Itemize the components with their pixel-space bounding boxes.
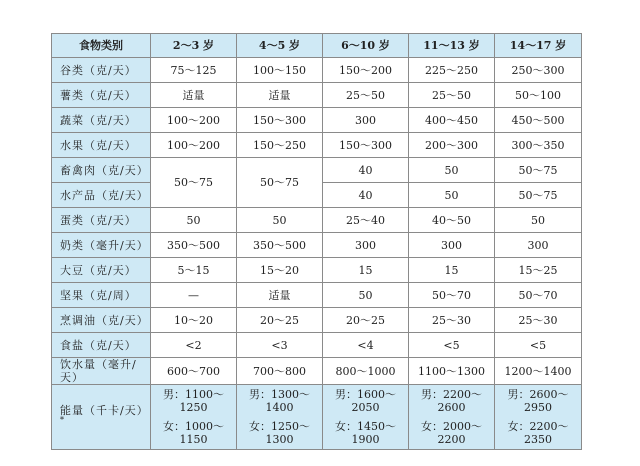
- row-label: 畜禽肉（克/天）: [52, 158, 151, 183]
- cell-value: —: [151, 283, 237, 308]
- cell-value: 50～75: [495, 183, 582, 208]
- cell-value: 700～800: [237, 358, 323, 385]
- cell-value: 450～500: [495, 108, 582, 133]
- cell-value: <4: [323, 333, 409, 358]
- cell-value: 100～200: [151, 133, 237, 158]
- row-label: 奶类（毫升/天）: [52, 233, 151, 258]
- row-label: 蛋类（克/天）: [52, 208, 151, 233]
- energy-female: 女：2000～2200: [421, 420, 482, 446]
- energy-cell: [495, 385, 582, 450]
- header-age: 4～5 岁: [237, 34, 323, 58]
- cell-value: 25～50: [323, 83, 409, 108]
- row-label: 谷类（克/天）: [52, 58, 151, 83]
- cell-value: 50～75: [495, 158, 582, 183]
- cell-value: 适量: [237, 283, 323, 308]
- diet-table: [51, 33, 582, 450]
- header-age: 11～13 岁: [409, 34, 495, 58]
- cell-value: 25～50: [409, 83, 495, 108]
- table-row: [52, 283, 582, 308]
- energy-male: 男：2600～2950: [507, 388, 569, 414]
- cell-value: 20～25: [237, 308, 323, 333]
- energy-cell: [237, 385, 323, 450]
- cell-value: 300～350: [495, 133, 582, 158]
- energy-male: 男：1300～1400: [249, 388, 310, 414]
- table-row: [52, 233, 582, 258]
- cell-value: 50: [237, 208, 323, 233]
- cell-value: 25～40: [323, 208, 409, 233]
- cell-value: 300: [495, 233, 582, 258]
- cell-value: 300: [409, 233, 495, 258]
- cell-value: 15: [323, 258, 409, 283]
- cell-value: 400～450: [409, 108, 495, 133]
- table-row: [52, 158, 582, 183]
- energy-row: [52, 385, 582, 450]
- cell-value: 15: [409, 258, 495, 283]
- table-row: [52, 133, 582, 158]
- cell-value: 300: [323, 233, 409, 258]
- cell-value: 50～70: [495, 283, 582, 308]
- cell-value: 225～250: [409, 58, 495, 83]
- cell-value: <5: [409, 333, 495, 358]
- cell-value: 150～250: [237, 133, 323, 158]
- header-age: 14～17 岁: [495, 34, 582, 58]
- cell-value: 150～200: [323, 58, 409, 83]
- energy-male: 男：2200～2600: [421, 388, 482, 414]
- row-label-energy: [52, 385, 151, 450]
- cell-value: 25～30: [495, 308, 582, 333]
- header-row: [52, 34, 582, 58]
- cell-value: 150～300: [323, 133, 409, 158]
- row-label: 水果（克/天）: [52, 133, 151, 158]
- cell-value: 10～20: [151, 308, 237, 333]
- cell-value: 50: [323, 283, 409, 308]
- cell-value: 适量: [237, 83, 323, 108]
- cell-value: <2: [151, 333, 237, 358]
- table-row: [52, 333, 582, 358]
- cell-value: 50: [495, 208, 582, 233]
- energy-male: 男：1100～1250: [163, 388, 224, 414]
- table-row: [52, 308, 582, 333]
- cell-value: 40: [323, 158, 409, 183]
- table-row: [52, 83, 582, 108]
- cell-value: 1100～1300: [409, 358, 495, 385]
- cell-value: <3: [237, 333, 323, 358]
- energy-label: 能量（千卡/天）: [60, 404, 149, 417]
- table-row: [52, 258, 582, 283]
- header-age: 6～10 岁: [323, 34, 409, 58]
- cell-value: 800～1000: [323, 358, 409, 385]
- cell-value-merged: 50～75: [237, 158, 323, 208]
- row-label: 坚果（克/周）: [52, 283, 151, 308]
- cell-value: 1200～1400: [495, 358, 582, 385]
- footnote-mark: *: [60, 415, 65, 425]
- energy-cell: [409, 385, 495, 450]
- cell-value: 20～25: [323, 308, 409, 333]
- cell-value: 75～125: [151, 58, 237, 83]
- table-row: [52, 58, 582, 83]
- header-category: 食物类别: [52, 34, 151, 58]
- cell-value: 40～50: [409, 208, 495, 233]
- cell-value: 350～500: [237, 233, 323, 258]
- cell-value: 150～300: [237, 108, 323, 133]
- cell-value: 25～30: [409, 308, 495, 333]
- cell-value: 15～25: [495, 258, 582, 283]
- table-row: [52, 358, 582, 385]
- cell-value: 100～200: [151, 108, 237, 133]
- row-label: 大豆（克/天）: [52, 258, 151, 283]
- row-label: 蔬菜（克/天）: [52, 108, 151, 133]
- cell-value: 200～300: [409, 133, 495, 158]
- cell-value: 15～20: [237, 258, 323, 283]
- energy-cell: [323, 385, 409, 450]
- cell-value: 50: [151, 208, 237, 233]
- row-label: 食盐（克/天）: [52, 333, 151, 358]
- energy-female: 女：1450～1900: [335, 420, 396, 446]
- cell-value: <5: [495, 333, 582, 358]
- cell-value: 50: [409, 183, 495, 208]
- cell-value: 350～500: [151, 233, 237, 258]
- cell-value: 50～70: [409, 283, 495, 308]
- cell-value: 100～150: [237, 58, 323, 83]
- cell-value: 50～100: [495, 83, 582, 108]
- row-label: 烹调油（克/天）: [52, 308, 151, 333]
- cell-value: 600～700: [151, 358, 237, 385]
- row-label: 薯类（克/天）: [52, 83, 151, 108]
- energy-male: 男：1600～2050: [335, 388, 396, 414]
- cell-value-merged: 50～75: [151, 158, 237, 208]
- cell-value: 适量: [151, 83, 237, 108]
- row-label: 水产品（克/天）: [52, 183, 151, 208]
- table-row: [52, 208, 582, 233]
- energy-female: 女：1250～1300: [249, 420, 310, 446]
- header-age: 2～3 岁: [151, 34, 237, 58]
- energy-female: 女：2200～2350: [507, 420, 569, 446]
- cell-value: 5～15: [151, 258, 237, 283]
- cell-value: 300: [323, 108, 409, 133]
- energy-female: 女：1000～1150: [163, 420, 224, 446]
- table-row: [52, 108, 582, 133]
- cell-value: 50: [409, 158, 495, 183]
- cell-value: 40: [323, 183, 409, 208]
- energy-cell: [151, 385, 237, 450]
- row-label: 饮水量（毫升/天）: [52, 358, 151, 385]
- cell-value: 250～300: [495, 58, 582, 83]
